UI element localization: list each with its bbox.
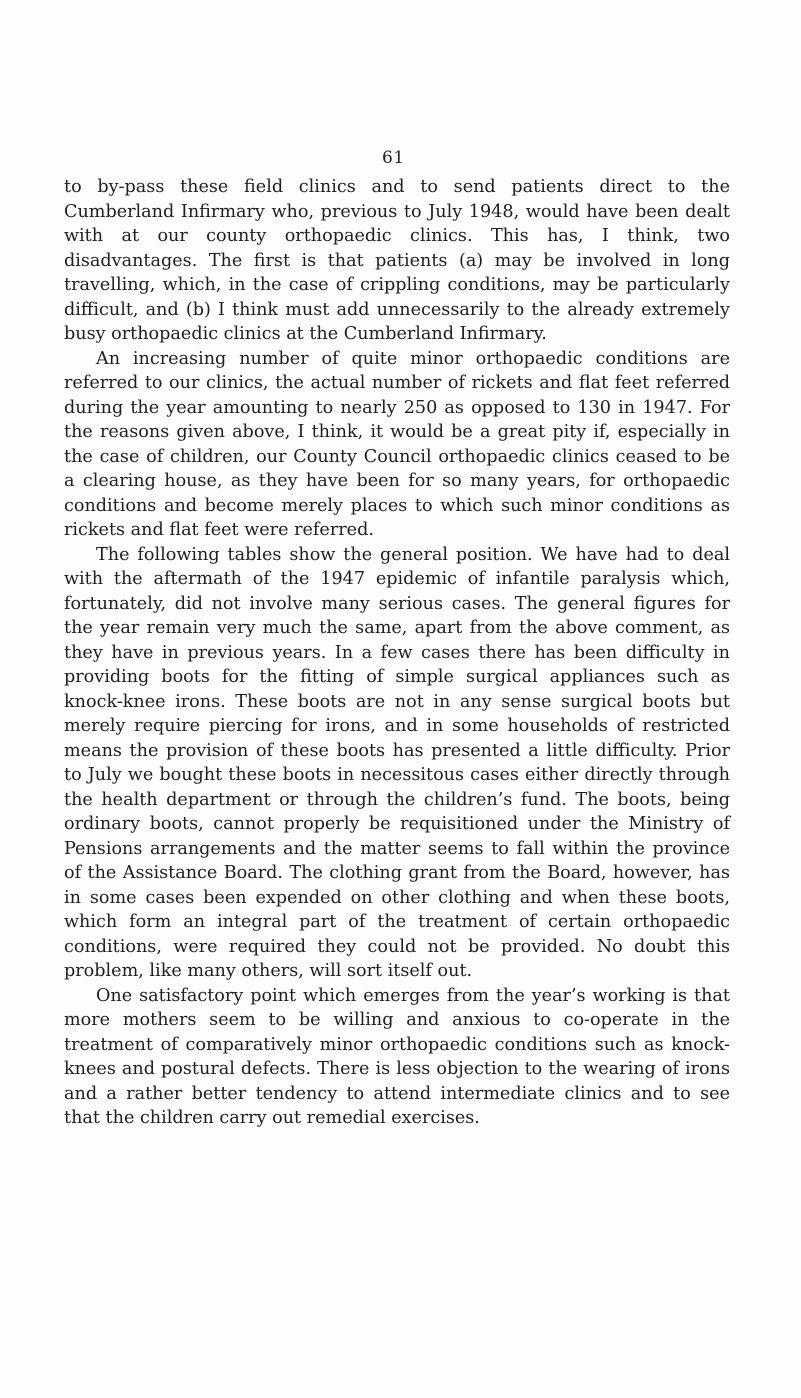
paragraph-satisfactory-point: One satisfactory point which emerges from the year’s working is that more mothers seem to be willing and anxious to co-operate in the treatment of comparatively minor orthopaedic conditions such as knock-knees and postural defects. There is less objection to the wearing of irons and a rather better tendency to attend intermediate clinics and to see that the children carry out remedial exercises. xyxy=(64,985,730,1128)
paragraph-continuation: to by-pass these field clinics and to send patients direct to the Cumberland Infirmary who, previous to July 1948, would have been dealt with at our county orthopaedic clinics. This has, I think, two disadvantages. The first is that patients (a) may be involved in long travelling, which, in the case of crippling conditions, may be particularly difficult, and (b) I think must add unnecessarily to the already extremely busy orthopaedic clinics at the Cumberland Infirmary. xyxy=(64,177,730,344)
body-text xyxy=(64,175,730,1131)
paragraph-minor-conditions: An increasing number of quite minor orthopaedic conditions are referred to our clinics, the actual number of rickets and flat feet referred during the year amounting to nearly 250 as opposed to 130 in 1947. For the reasons given above, I think, it would be a great pity if, especially in the case of children, our County Council orthopaedic clinics ceased to be a clearing house, as they have been for so many years, for orthopaedic conditions and become merely places to which such minor conditions as rickets and flat feet were referred. xyxy=(64,348,730,540)
paragraph-general-position: The following tables show the general position. We have had to deal with the aftermath of the 1947 epidemic of infantile paralysis which, fortunately, did not involve many serious cases. The general figures for the year remain very much the same, apart from the above comment, as they have in previous years. In a few cases there has been difficulty in providing boots for the fitting of simple surgical appliances such as knock-knee irons. These boots are not in any sense surgical boots but merely require piercing for irons, and in some households of restricted means the provision of these boots has presented a little difficulty. Prior to July we bought these boots in necessitous cases either directly through the health department or through the children’s fund. The boots, being ordinary boots, cannot properly be requisitioned under the Ministry of Pensions arrangements and the matter seems to fall within the province of the Assistance Board. The clothing grant from the Board, however, has in some cases been expended on other clothing and when these boots, which form an integral part of the treatment of certain orthopaedic conditions, were required they could not be provided. No doubt this problem, like many others, will sort itself out. xyxy=(64,544,730,981)
page-number: 61 xyxy=(382,148,405,168)
